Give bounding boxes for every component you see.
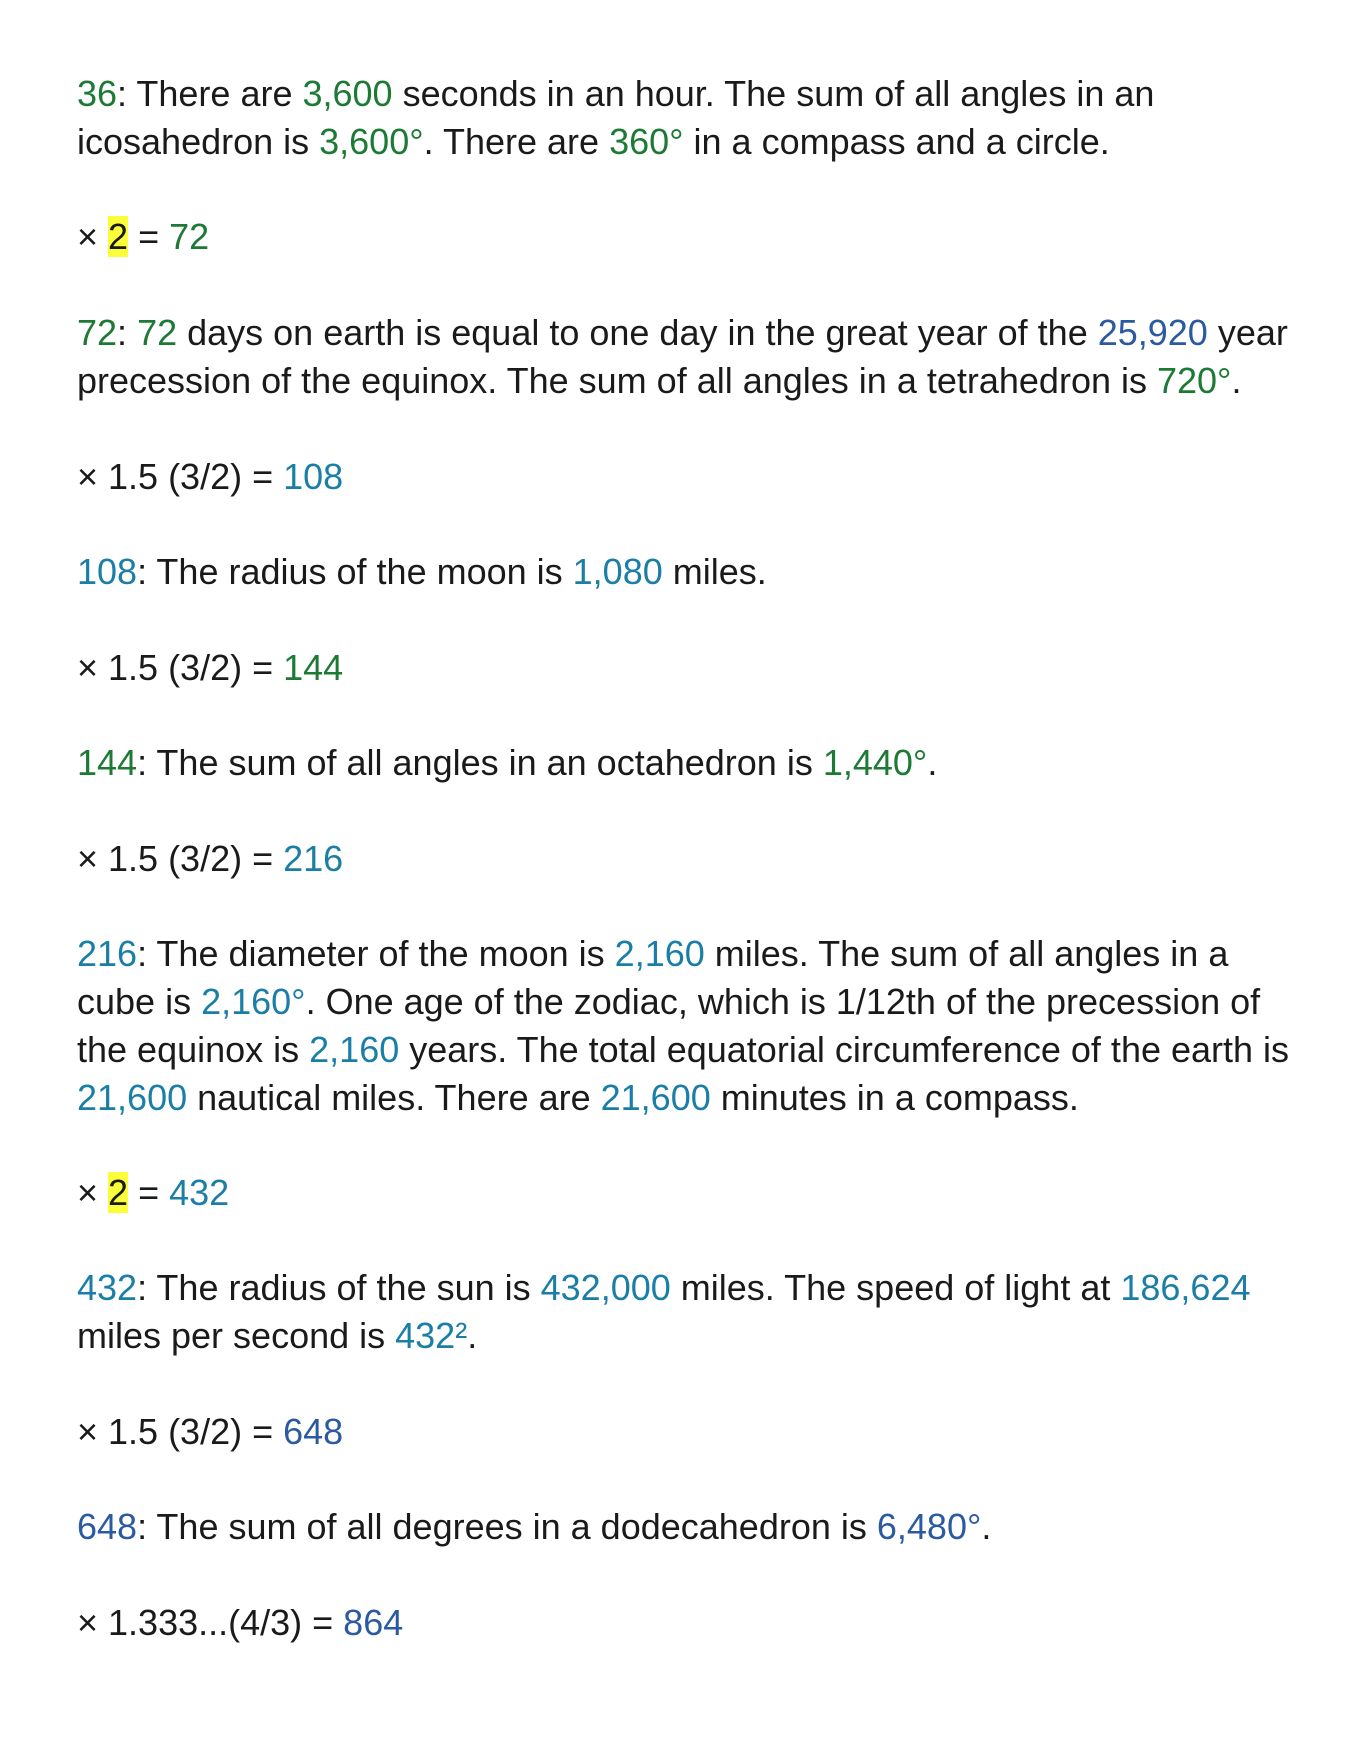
- highlighted-number: 72: [169, 216, 210, 257]
- paragraph-432: [77, 1264, 1307, 1360]
- text-segment: : The sum of all degrees in a dodecahedron is: [137, 1506, 877, 1547]
- highlighted-number: 144: [283, 647, 344, 688]
- paragraph-72: [77, 309, 1307, 405]
- text-segment: : The radius of the moon is: [137, 551, 573, 592]
- highlighted-number: 25,920: [1097, 312, 1208, 353]
- highlighted-number: 432: [169, 1172, 230, 1213]
- text-segment: × 1.5 (3/2) =: [77, 456, 284, 497]
- text-segment: miles per second is: [77, 1267, 1261, 1356]
- highlighted-number: 72: [137, 312, 178, 353]
- text-segment: year precession of the equinox. The sum of all angles in a tetrahedron is: [77, 312, 1298, 401]
- multiplication-step-216: [77, 835, 1307, 883]
- highlighted-number: 2,160: [614, 933, 705, 974]
- highlighted-number: 432: [77, 1267, 138, 1308]
- highlighted-number: 1,080: [572, 551, 663, 592]
- highlighted-multiplier: 2: [108, 1172, 129, 1213]
- highlighted-number: 21,600: [600, 1077, 711, 1118]
- highlighted-number: 720°: [1156, 360, 1232, 401]
- text-segment: . There are: [423, 121, 610, 162]
- text-segment: .: [467, 1315, 478, 1356]
- highlighted-number: 432,000: [540, 1267, 671, 1308]
- highlighted-multiplier: 2: [108, 216, 129, 257]
- highlighted-number: 216: [283, 838, 344, 879]
- text-segment: ×: [77, 216, 109, 257]
- paragraph-648: [77, 1503, 1307, 1551]
- highlighted-number: 36: [77, 73, 118, 114]
- text-segment: × 1.5 (3/2) =: [77, 1411, 284, 1452]
- text-segment: : The radius of the sun is: [137, 1267, 541, 1308]
- text-segment: .: [927, 742, 938, 783]
- paragraph-144: [77, 739, 1307, 787]
- text-segment: nautical miles. There are: [187, 1077, 601, 1118]
- text-segment: × 1.5 (3/2) =: [77, 647, 284, 688]
- highlighted-number: 360°: [609, 121, 684, 162]
- multiplication-step-108: [77, 453, 1307, 501]
- text-segment: miles. The speed of light at: [670, 1267, 1121, 1308]
- text-segment: =: [128, 1172, 170, 1213]
- text-segment: : There are: [117, 73, 303, 114]
- highlighted-number: 108: [77, 551, 138, 592]
- multiplication-step-72: [77, 213, 1307, 261]
- highlighted-number: 144: [77, 742, 138, 783]
- highlighted-number: 3,600: [302, 73, 393, 114]
- text-segment: ×: [77, 1172, 109, 1213]
- text-segment: seconds in an hour. The sum of all angles in an icosahedron is: [77, 73, 1165, 162]
- text-segment: =: [128, 216, 170, 257]
- multiplication-step-432: [77, 1169, 1307, 1217]
- multiplication-step-648: [77, 1408, 1307, 1456]
- text-segment: :: [117, 312, 138, 353]
- text-segment: : The diameter of the moon is: [137, 933, 615, 974]
- text-segment: .: [1231, 360, 1242, 401]
- text-segment: in a compass and a circle.: [683, 121, 1110, 162]
- paragraph-216: [77, 930, 1307, 1122]
- highlighted-number: 21,600: [77, 1077, 188, 1118]
- highlighted-number: 72: [77, 312, 118, 353]
- highlighted-number: 6,480°: [876, 1506, 982, 1547]
- highlighted-number: 648: [283, 1411, 344, 1452]
- text-segment: . One age of the zodiac, which is 1/12th of the precession of the equinox is: [77, 981, 1271, 1070]
- highlighted-number: 216: [77, 933, 138, 974]
- text-segment: days on earth is equal to one day in the great year of the: [177, 312, 1098, 353]
- highlighted-number: 432²: [395, 1315, 468, 1356]
- text-segment: .: [981, 1506, 992, 1547]
- highlighted-number: 3,600°: [319, 121, 424, 162]
- text-segment: × 1.333...(4/3) =: [77, 1602, 344, 1643]
- highlighted-number: 2,160: [309, 1029, 400, 1070]
- paragraph-36: [77, 70, 1307, 166]
- text-segment: × 1.5 (3/2) =: [77, 838, 284, 879]
- highlighted-number: 186,624: [1120, 1267, 1251, 1308]
- highlighted-number: 648: [77, 1506, 138, 1547]
- highlighted-number: 1,440°: [822, 742, 928, 783]
- paragraph-108: [77, 548, 1307, 596]
- multiplication-step-864: [77, 1599, 1307, 1647]
- text-segment: miles.: [662, 551, 767, 592]
- highlighted-number: 2,160°: [201, 981, 306, 1022]
- text-segment: : The sum of all angles in an octahedron is: [137, 742, 823, 783]
- highlighted-number: 108: [283, 456, 344, 497]
- multiplication-step-144: [77, 644, 1307, 692]
- text-segment: years. The total equatorial circumference of the earth is: [399, 1029, 1300, 1070]
- text-segment: minutes in a compass.: [710, 1077, 1079, 1118]
- text-segment: miles. The sum of all angles in a cube is: [77, 933, 1239, 1022]
- highlighted-number: 864: [343, 1602, 404, 1643]
